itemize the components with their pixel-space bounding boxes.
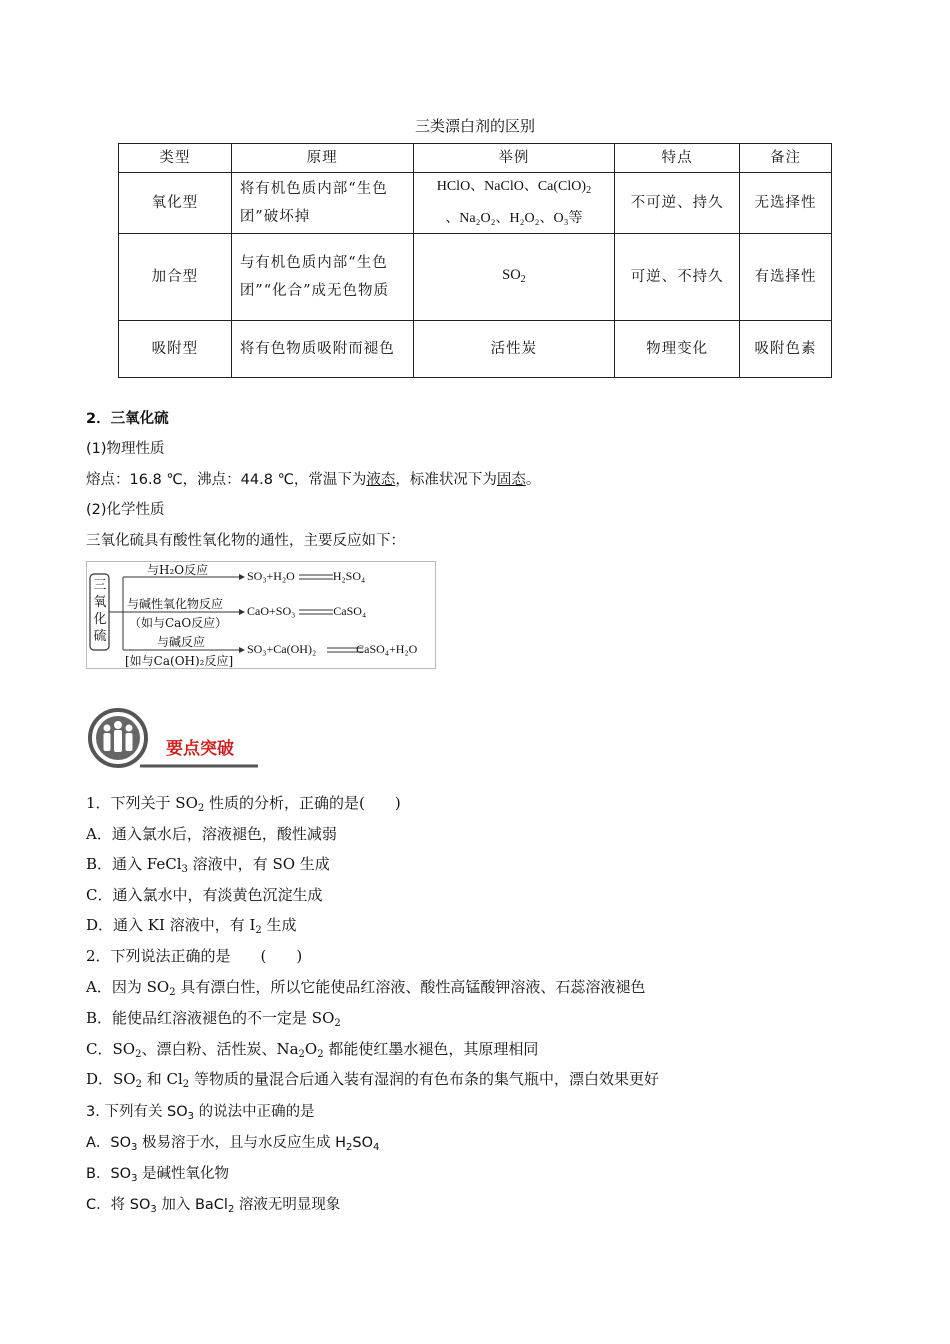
cell-note: 吸附色素 — [740, 321, 832, 378]
example-line2: 、Na₂O₂、H₂O₂、O₃等 — [445, 211, 583, 226]
question-3-stem — [86, 1101, 315, 1128]
answer-solid: 固态 — [496, 472, 526, 488]
example-text: SO — [502, 266, 521, 283]
text: B．通入 FeCl — [86, 855, 182, 873]
text: 等物质的量混合后通入装有湿润的有色布条的集气瓶中，漂白效果更好 — [189, 1070, 659, 1088]
text: 加入 BaCl — [156, 1197, 228, 1213]
text: 、漂白粉、活性炭、Na — [141, 1040, 299, 1058]
text: ，标准状况下为 — [395, 472, 497, 488]
box-char: 氧 — [93, 595, 107, 610]
subscript: 3 — [187, 1111, 195, 1122]
text: 具有漂白性，所以它能使品红溶液、酸性高锰酸钾溶液、石蕊溶液褪色 — [175, 978, 646, 996]
question-3-option-a[interactable] — [86, 1132, 379, 1159]
text: D．通入 KI 溶液中，有 I — [86, 916, 256, 934]
table-title: 三类漂白剂的区别 — [414, 117, 535, 135]
subscript: 2 — [298, 1049, 305, 1060]
so3-reaction-diagram — [86, 561, 436, 669]
question-2-option-c[interactable] — [86, 1038, 538, 1066]
table-row — [119, 321, 832, 378]
branch2-label: 与碱性氧化物反应 — [127, 597, 224, 611]
cell-principle: 将有色物质吸附而褪色 — [231, 321, 413, 378]
question-3-option-c[interactable] — [86, 1194, 340, 1221]
text: 性质的分析，正确的是( ) — [204, 794, 401, 812]
banner-label: 要点突破 — [166, 739, 234, 759]
eq-left: CaO+SO₃ — [247, 604, 296, 618]
branch3-sub: [如与Ca(OH)₂反应] — [125, 654, 234, 668]
subscript: 2 — [182, 1079, 190, 1090]
eq-left: SO₃+Ca(OH)₂ — [247, 642, 317, 656]
text: O — [304, 1040, 318, 1058]
text: C．SO — [86, 1040, 136, 1058]
column-header: 类型 — [119, 144, 232, 173]
subscript: 2 — [317, 1049, 324, 1060]
chemical-intro: 三氧化硫具有酸性氧化物的通性，主要反应如下： — [86, 533, 405, 549]
subscript: 2 — [135, 1079, 142, 1090]
bleach-comparison-table — [118, 143, 832, 378]
cell-feature: 不可逆、持久 — [615, 173, 740, 234]
text: B．能使品红溶液褪色的不一定是 SO — [86, 1009, 335, 1027]
subscript: 2 — [346, 1142, 353, 1153]
equation-2 — [247, 604, 366, 619]
question-2-option-a[interactable] — [86, 976, 645, 1004]
equation-1 — [247, 569, 365, 584]
subscript: 2 — [334, 1018, 341, 1029]
cell-example: 活性炭 — [413, 321, 615, 378]
section-heading: 2．三氧化硫 — [86, 411, 169, 427]
subscript: 3 — [131, 1142, 138, 1153]
text: 溶液无明显现象 — [234, 1197, 341, 1213]
box-char: 化 — [93, 612, 107, 627]
cell-example — [413, 173, 615, 234]
text: 熔点：16.8 ℃，沸点：44.8 ℃，常温下为 — [86, 472, 367, 488]
subscript: 2 — [169, 987, 176, 998]
subscript: 3 — [181, 864, 188, 875]
eq-right: CaSO₄ — [333, 604, 367, 618]
cell-feature: 可逆、不持久 — [615, 234, 740, 321]
box-char: 三 — [93, 578, 107, 593]
text: 和 Cl — [141, 1070, 183, 1088]
physical-heading: (1)物理性质 — [86, 441, 165, 457]
cell-feature: 物理变化 — [615, 321, 740, 378]
text: 极易溶于水，且与水反应生成 H — [137, 1135, 347, 1151]
text: 是碱性氧化物 — [137, 1166, 230, 1182]
text: B．SO — [86, 1166, 132, 1182]
subscript: 2 — [197, 803, 205, 814]
cell-type: 加合型 — [119, 234, 232, 321]
question-2-option-d[interactable] — [86, 1068, 659, 1096]
column-header: 备注 — [740, 144, 832, 173]
cell-principle: 将有机色质内部“生色团”破坏掉 — [231, 173, 413, 234]
physical-properties — [86, 469, 540, 491]
text: 1．下列关于 SO — [86, 794, 198, 812]
column-header: 原理 — [231, 144, 413, 173]
text: 。 — [525, 472, 541, 488]
subscript: 4 — [373, 1142, 380, 1153]
text: 生成 — [261, 916, 297, 934]
chemical-heading: (2)化学性质 — [86, 502, 165, 518]
text: A．SO — [86, 1135, 132, 1151]
subscript: 2 — [227, 1204, 235, 1215]
answer-liquid: 液态 — [366, 472, 396, 488]
subscript: 3 — [150, 1204, 157, 1215]
question-1-stem — [86, 792, 401, 820]
text: SO — [352, 1135, 374, 1151]
question-1-option-a[interactable]: A．通入氯水后，溶液褪色，酸性减弱 — [86, 825, 337, 843]
table-header-row — [119, 144, 832, 173]
branch3-label: 与碱反应 — [157, 635, 206, 649]
text: 3. 下列有关 SO — [86, 1104, 188, 1120]
question-1-option-c[interactable]: C．通入氯水中，有淡黄色沉淀生成 — [86, 886, 323, 904]
subscript: 2 — [520, 273, 526, 285]
subscript: 2 — [586, 185, 592, 196]
equation-3 — [247, 642, 417, 657]
table-row — [119, 173, 832, 234]
table-row — [119, 234, 832, 321]
branch2-sub: （如与CaO反应） — [129, 616, 228, 630]
cell-principle: 与有机色质内部“生色团”“化合”成无色物质 — [231, 234, 413, 321]
subscript: 3 — [131, 1173, 138, 1184]
branch1-label: 与H₂O反应 — [147, 563, 209, 577]
question-2-stem: 2．下列说法正确的是 ( ) — [86, 947, 303, 965]
text: 溶液中，有 SO 生成 — [187, 855, 330, 873]
column-header: 举例 — [413, 144, 615, 173]
question-1-option-b[interactable] — [86, 853, 330, 881]
text: 都能使红墨水褪色，其原理相同 — [323, 1040, 539, 1058]
cell-note: 有选择性 — [740, 234, 832, 321]
question-3-option-b[interactable] — [86, 1163, 229, 1190]
eq-right: H₂SO₄ — [332, 569, 366, 583]
cell-example — [413, 234, 615, 321]
box-char: 硫 — [93, 629, 107, 644]
example-line1: HClO、NaClO、Ca(ClO) — [436, 179, 587, 194]
eq-left: SO₃+H₂O — [247, 569, 295, 583]
question-2-option-b[interactable] — [86, 1007, 341, 1035]
text: 的说法中正确的是 — [194, 1104, 315, 1120]
cell-type: 吸附型 — [119, 321, 232, 378]
text: A．因为 SO — [86, 978, 170, 996]
box-label — [91, 577, 109, 645]
cell-type: 氧化型 — [119, 173, 232, 234]
subscript: 2 — [255, 925, 262, 936]
column-header: 特点 — [615, 144, 740, 173]
question-1-option-d[interactable] — [86, 914, 297, 942]
text: D．SO — [86, 1070, 136, 1088]
subscript: 2 — [135, 1049, 142, 1060]
cell-note: 无选择性 — [740, 173, 832, 234]
eq-right: CaSO₄+H₂O — [356, 642, 418, 656]
text: C．将 SO — [86, 1197, 151, 1213]
